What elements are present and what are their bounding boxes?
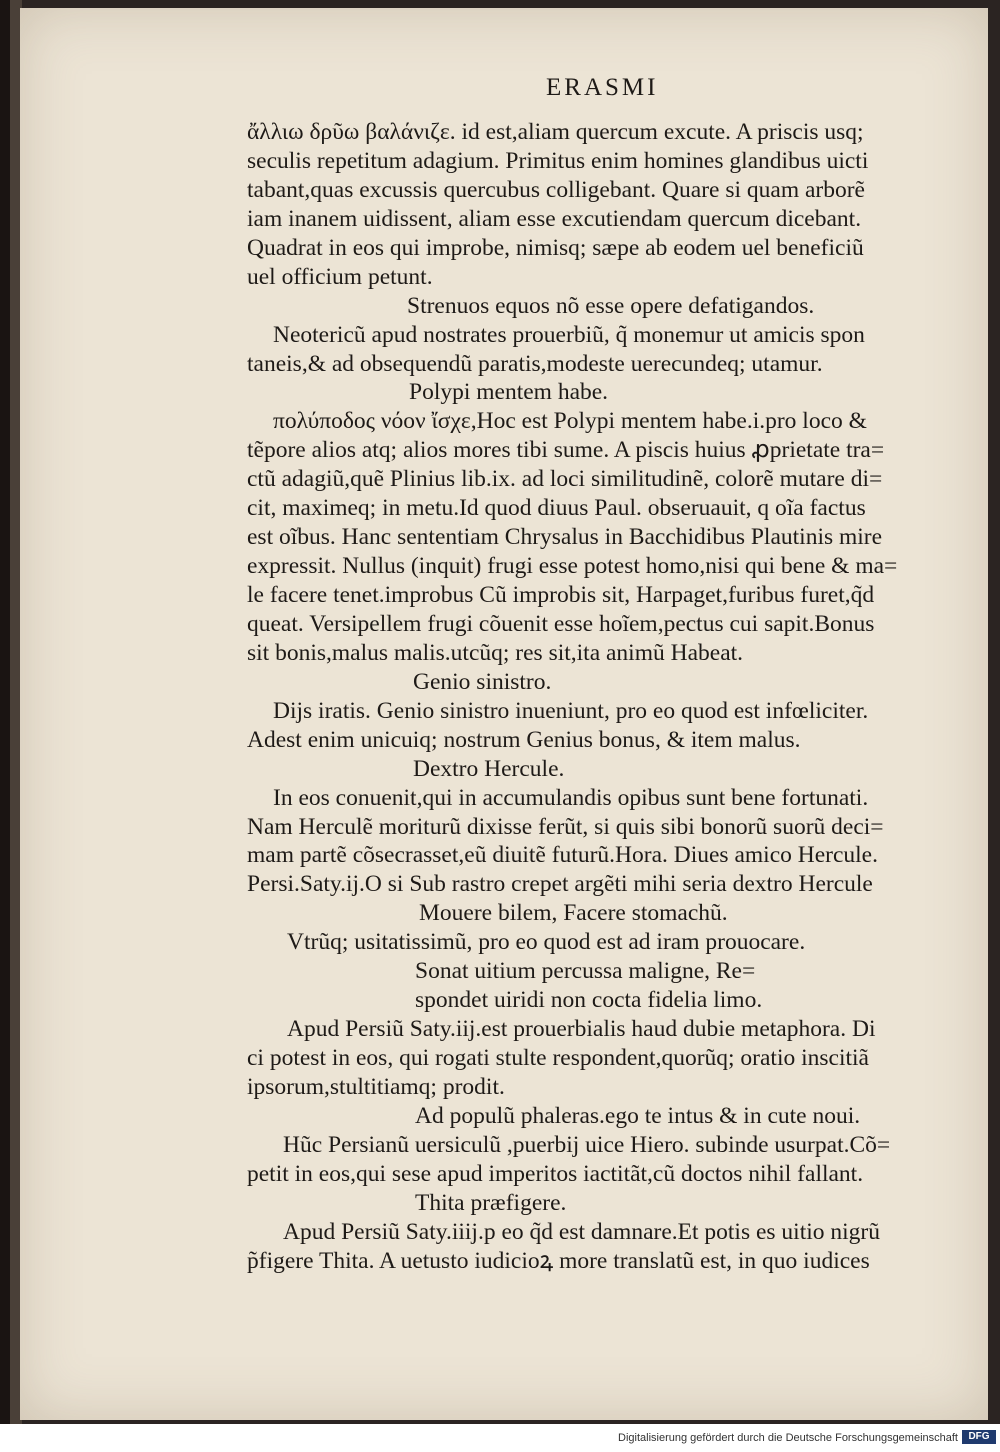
text-line: Thita præfigere. bbox=[415, 1189, 567, 1216]
text-line: Genio sinistro. bbox=[413, 668, 552, 695]
text-line: In eos conuenit,qui in accumulandis opibus sunt bene fortunati. bbox=[273, 784, 869, 811]
text-line: mam partẽ cõsecrasset,eũ diuitẽ futurũ.Hora. Diues amico Hercule. bbox=[247, 842, 878, 869]
dfg-logo: DFG bbox=[962, 1430, 996, 1444]
text-line: seculis repetitum adagium. Primitus enim homines glandibus uicti bbox=[247, 147, 869, 174]
text-line: Dijs iratis. Genio sinistro inueniunt, pro eo quod est infœliciter. bbox=[273, 697, 869, 724]
text-line: ἄλλιω δρῦω βαλάνιζε. id est,aliam quercum excute. A priscis usq; bbox=[247, 119, 864, 145]
text-line: ci potest in eos, qui rogati stulte respondent,quorũq; oratio inscitiã bbox=[247, 1045, 869, 1071]
text-line: ctũ adagiũ,quẽ Plinius lib.ix. ad loci similitudinẽ, colorẽ mutare di= bbox=[247, 466, 883, 493]
text-line: Sonat uitium percussa maligne, Re= bbox=[415, 958, 756, 985]
running-head: ERASMI bbox=[546, 74, 659, 101]
funding-notice: Digitalisierung gefördert durch die Deutsche Forschungsgemeinschaft bbox=[618, 1432, 958, 1444]
text-line: Quadrat in eos qui improbe, nimisq; sæpe ab eodem uel beneficiũ bbox=[247, 234, 864, 261]
text-line: Polypi mentem habe. bbox=[409, 379, 609, 406]
text-line: πολύποδος νόον ἴσχε,Hoc est Polypi mentem habe.i.pro loco & bbox=[273, 408, 867, 435]
text-line: est oĩbus. Hanc sententiam Chrysalus in Bacchidibus Plautinis mire bbox=[247, 524, 883, 551]
text-line: uel officium petunt. bbox=[247, 263, 433, 290]
text-line: Adest enim unicuiq; nostrum Genius bonus, & item malus. bbox=[247, 726, 801, 753]
text-line: Ad populũ phaleras.ego te intus & in cute noui. bbox=[415, 1102, 861, 1129]
text-line: Nam Herculẽ moriturũ dixisse ferũt, si quis sibi bonorũ suorũ deci= bbox=[247, 813, 884, 840]
text-line: Strenuos equos nõ esse opere defatigandos. bbox=[407, 292, 815, 319]
text-block bbox=[247, 118, 947, 1276]
text-line: Dextro Hercule. bbox=[413, 755, 565, 782]
text-line: p̃figere Thita. A uetusto iudicioꝝ more translatũ est, in quo iudices bbox=[247, 1247, 870, 1274]
book-binding-edge bbox=[0, 0, 10, 1424]
text-line: iam inanem uidissent, aliam esse excutiendam quercum dicebant. bbox=[247, 205, 862, 232]
footer-bar bbox=[0, 1424, 1000, 1452]
text-line: Hũc Persianũ uersiculũ ,puerbij uice Hiero. subinde usurpat.Cõ= bbox=[283, 1131, 891, 1158]
text-line: tabant,quas excussis quercubus colligebant. Quare si quam arborẽ bbox=[247, 176, 865, 203]
text-line: taneis,& ad obsequendũ paratis,modeste uerecundeq; utamur. bbox=[247, 350, 823, 377]
text-line: ipsorum,stultitiamq; prodit. bbox=[247, 1073, 505, 1100]
text-line: queat. Versipellem frugi cõuenit esse hoĩem,pectus cui sapit.Bonus bbox=[247, 610, 875, 637]
text-line: Mouere bilem, Facere stomachũ. bbox=[419, 900, 728, 927]
text-line: le facere tenet.improbus Cũ improbis sit, Harpaget,furibus furet,q̃d bbox=[247, 582, 875, 608]
text-line: petit in eos,qui sese apud imperitos iactitãt,cũ doctos nihil fallant. bbox=[247, 1160, 864, 1187]
text-line: cit, maximeq; in metu.Id quod diuus Paul. obseruauit, q oĩa factus bbox=[247, 495, 866, 522]
text-line: sit bonis,malus malis.utcũq; res sit,ita animũ Habeat. bbox=[247, 639, 744, 666]
text-line: expressit. Nullus (inquit) frugi esse potest homo,nisi qui bene & ma= bbox=[247, 553, 898, 580]
text-line: Persi.Saty.ij.O si Sub rastro crepet argẽti mihi seria dextro Hercule bbox=[247, 871, 873, 898]
text-line: spondet uiridi non cocta fidelia limo. bbox=[415, 987, 763, 1014]
text-line: Vtrũq; usitatissimũ, pro eo quod est ad iram prouocare. bbox=[287, 929, 806, 956]
text-line: Apud Persiũ Saty.iij.est prouerbialis haud dubie metaphora. Di bbox=[287, 1016, 876, 1043]
text-line: Neotericũ apud nostrates prouerbiũ, q̃ monemur ut amicis spon bbox=[273, 321, 865, 348]
text-line: Apud Persiũ Saty.iiij.p eo q̃d est damnare.Et potis es uitio nigrũ bbox=[283, 1218, 881, 1245]
text-line: tẽpore alios atq; alios mores tibi sume. A piscis huius ꝓprietate tra= bbox=[247, 437, 885, 464]
